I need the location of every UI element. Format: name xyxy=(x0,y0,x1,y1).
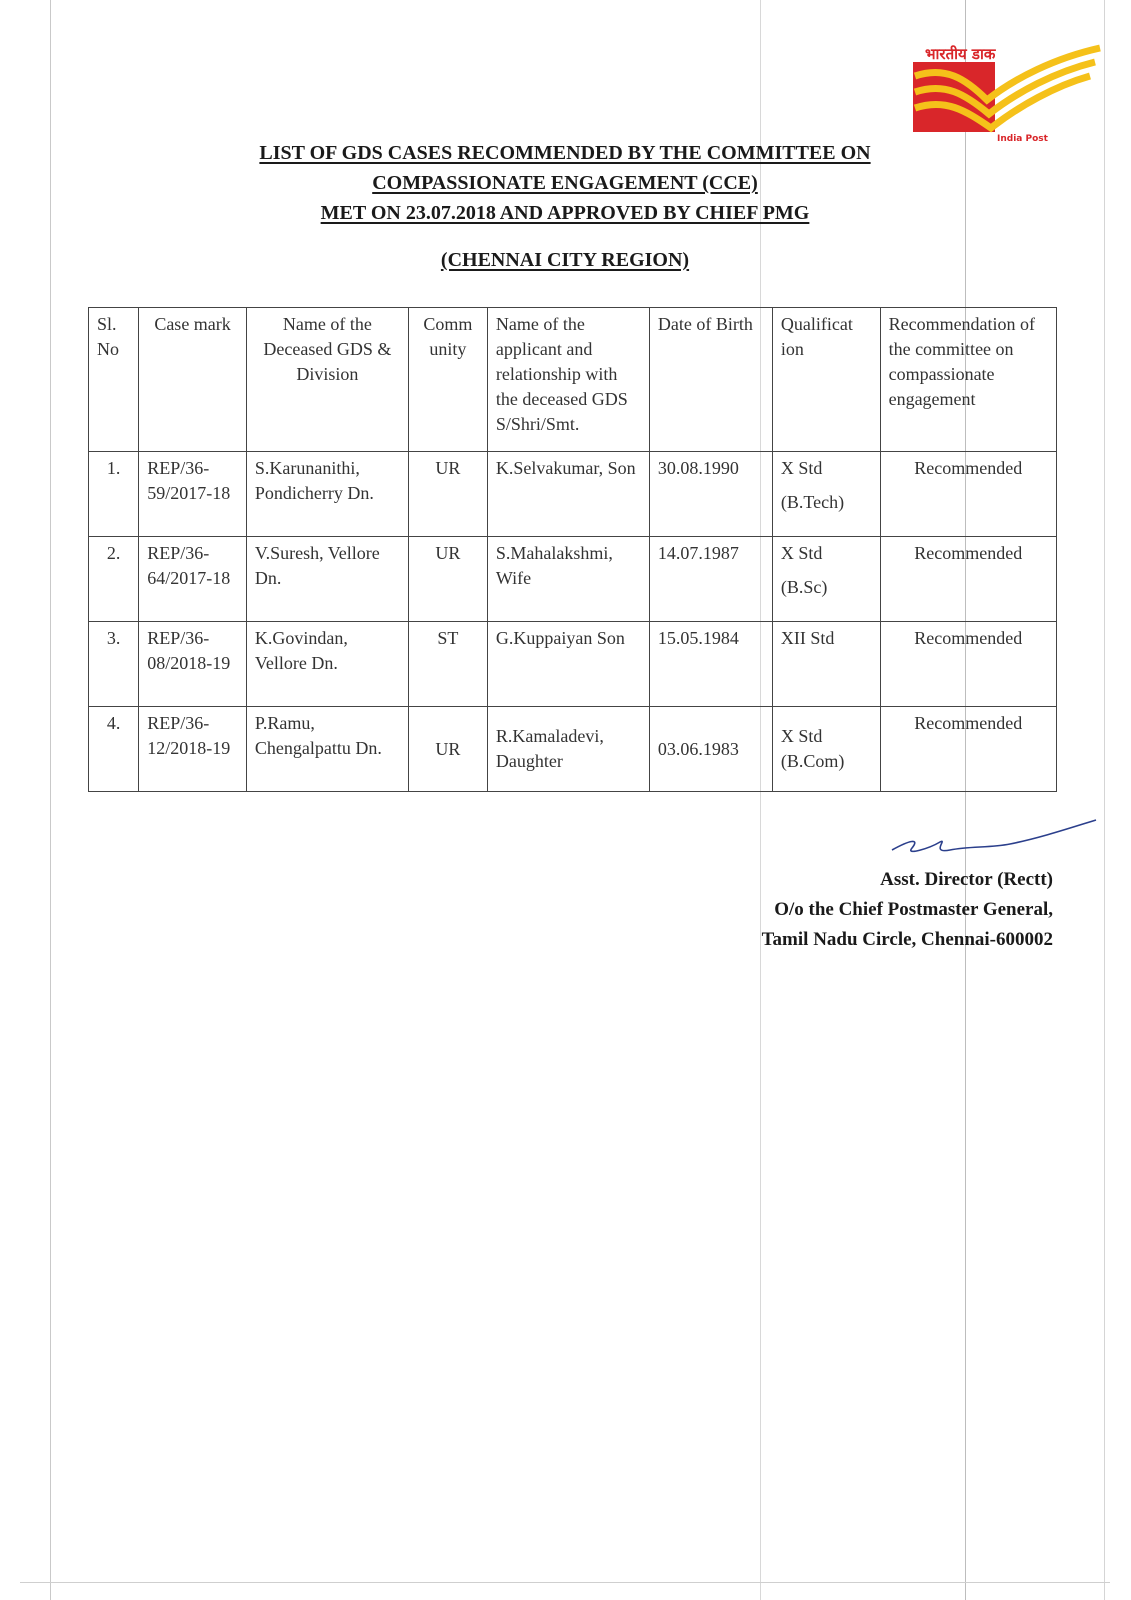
scan-artifact-line xyxy=(50,0,51,1600)
header-case-mark: Case mark xyxy=(139,308,247,452)
cell-sl: 4. xyxy=(89,707,139,792)
cell-applicant: S.Mahalakshmi, Wife xyxy=(487,537,649,622)
cell-recommendation: Recommended xyxy=(880,452,1056,537)
header-community: Comm unity xyxy=(408,308,487,452)
cell-applicant: K.Selvakumar, Son xyxy=(487,452,649,537)
cell-applicant: R.Kamaladevi, Daughter xyxy=(487,707,649,792)
cell-community: UR xyxy=(408,452,487,537)
scan-artifact-line xyxy=(965,0,966,1600)
cell-recommendation: Recommended xyxy=(880,707,1056,792)
cell-sl: 2. xyxy=(89,537,139,622)
region-title: (CHENNAI CITY REGION) xyxy=(440,249,690,271)
cell-community: UR xyxy=(408,707,487,792)
cell-dob: 14.07.1987 xyxy=(649,537,772,622)
cell-applicant: G.Kuppaiyan Son xyxy=(487,622,649,707)
cell-sl: 1. xyxy=(89,452,139,537)
qualification-line: X Std xyxy=(780,726,823,746)
cell-sl: 3. xyxy=(89,622,139,707)
cell-case-mark: REP/36-59/2017-18 xyxy=(139,452,247,537)
cell-case-mark: REP/36-08/2018-19 xyxy=(139,622,247,707)
title-line: MET ON 23.07.2018 AND APPROVED BY CHIEF PMG xyxy=(320,202,810,224)
table-row xyxy=(89,537,1057,622)
cell-dob: 30.08.1990 xyxy=(649,452,772,537)
title-line: LIST OF GDS CASES RECOMMENDED BY THE COMMITTEE ON xyxy=(259,142,871,164)
qualification-line: X Std xyxy=(780,458,823,478)
cell-community: ST xyxy=(408,622,487,707)
header-qualification: Qualificat ion xyxy=(772,308,880,452)
cell-community: UR xyxy=(408,537,487,622)
cell-qualification xyxy=(772,452,880,537)
cell-case-mark: REP/36-12/2018-19 xyxy=(139,707,247,792)
cell-deceased: S.Karunanithi, Pondicherry Dn. xyxy=(246,452,408,537)
cell-deceased: P.Ramu, Chengalpattu Dn. xyxy=(246,707,408,792)
cell-dob: 03.06.1983 xyxy=(649,707,772,792)
cases-table xyxy=(88,307,1057,792)
cell-deceased: V.Suresh, Vellore Dn. xyxy=(246,537,408,622)
cell-qualification xyxy=(772,622,880,707)
cell-qualification xyxy=(772,537,880,622)
cell-recommendation: Recommended xyxy=(880,537,1056,622)
table-row xyxy=(89,622,1057,707)
qualification-line: (B.Sc) xyxy=(780,577,828,597)
signatory-address: Tamil Nadu Circle, Chennai-600002 xyxy=(761,929,1053,950)
table-row xyxy=(89,707,1057,792)
scan-artifact-line xyxy=(760,0,761,1600)
signature-icon xyxy=(890,818,1100,868)
scan-artifact-line xyxy=(20,1582,1110,1583)
cell-qualification xyxy=(772,707,880,792)
qualification-line: XII Std xyxy=(780,628,835,648)
logo-hindi-text: भारतीय डाक xyxy=(925,45,996,63)
signatory-office: O/o the Chief Postmaster General, xyxy=(774,899,1053,920)
document-title xyxy=(150,138,980,228)
signatory-block xyxy=(762,865,1053,955)
india-post-logo xyxy=(905,38,1105,148)
header-dob: Date of Birth xyxy=(649,308,772,452)
title-line: COMPASSIONATE ENGAGEMENT (CCE) xyxy=(372,172,758,194)
header-sl-no: Sl. No xyxy=(89,308,139,452)
cell-case-mark: REP/36-64/2017-18 xyxy=(139,537,247,622)
scan-artifact-line xyxy=(1104,0,1105,1600)
table-row xyxy=(89,452,1057,537)
header-recommendation: Recommendation of the committee on compassionate engagement xyxy=(880,308,1056,452)
cell-deceased: K.Govindan, Vellore Dn. xyxy=(246,622,408,707)
logo-english-text: India Post xyxy=(997,134,1048,144)
handwritten-signature xyxy=(890,818,1100,868)
header-deceased: Name of the Deceased GDS & Division xyxy=(246,308,408,452)
signatory-designation: Asst. Director (Rectt) xyxy=(880,869,1053,890)
cell-recommendation: Recommended xyxy=(880,622,1056,707)
cell-dob: 15.05.1984 xyxy=(649,622,772,707)
table-header-row xyxy=(89,308,1057,452)
qualification-line: (B.Tech) xyxy=(780,492,845,512)
header-applicant: Name of the applicant and relationship with the deceased GDS S/Shri/Smt. xyxy=(487,308,649,452)
qualification-line: X Std xyxy=(780,543,823,563)
qualification-line: (B.Com) xyxy=(780,751,845,771)
